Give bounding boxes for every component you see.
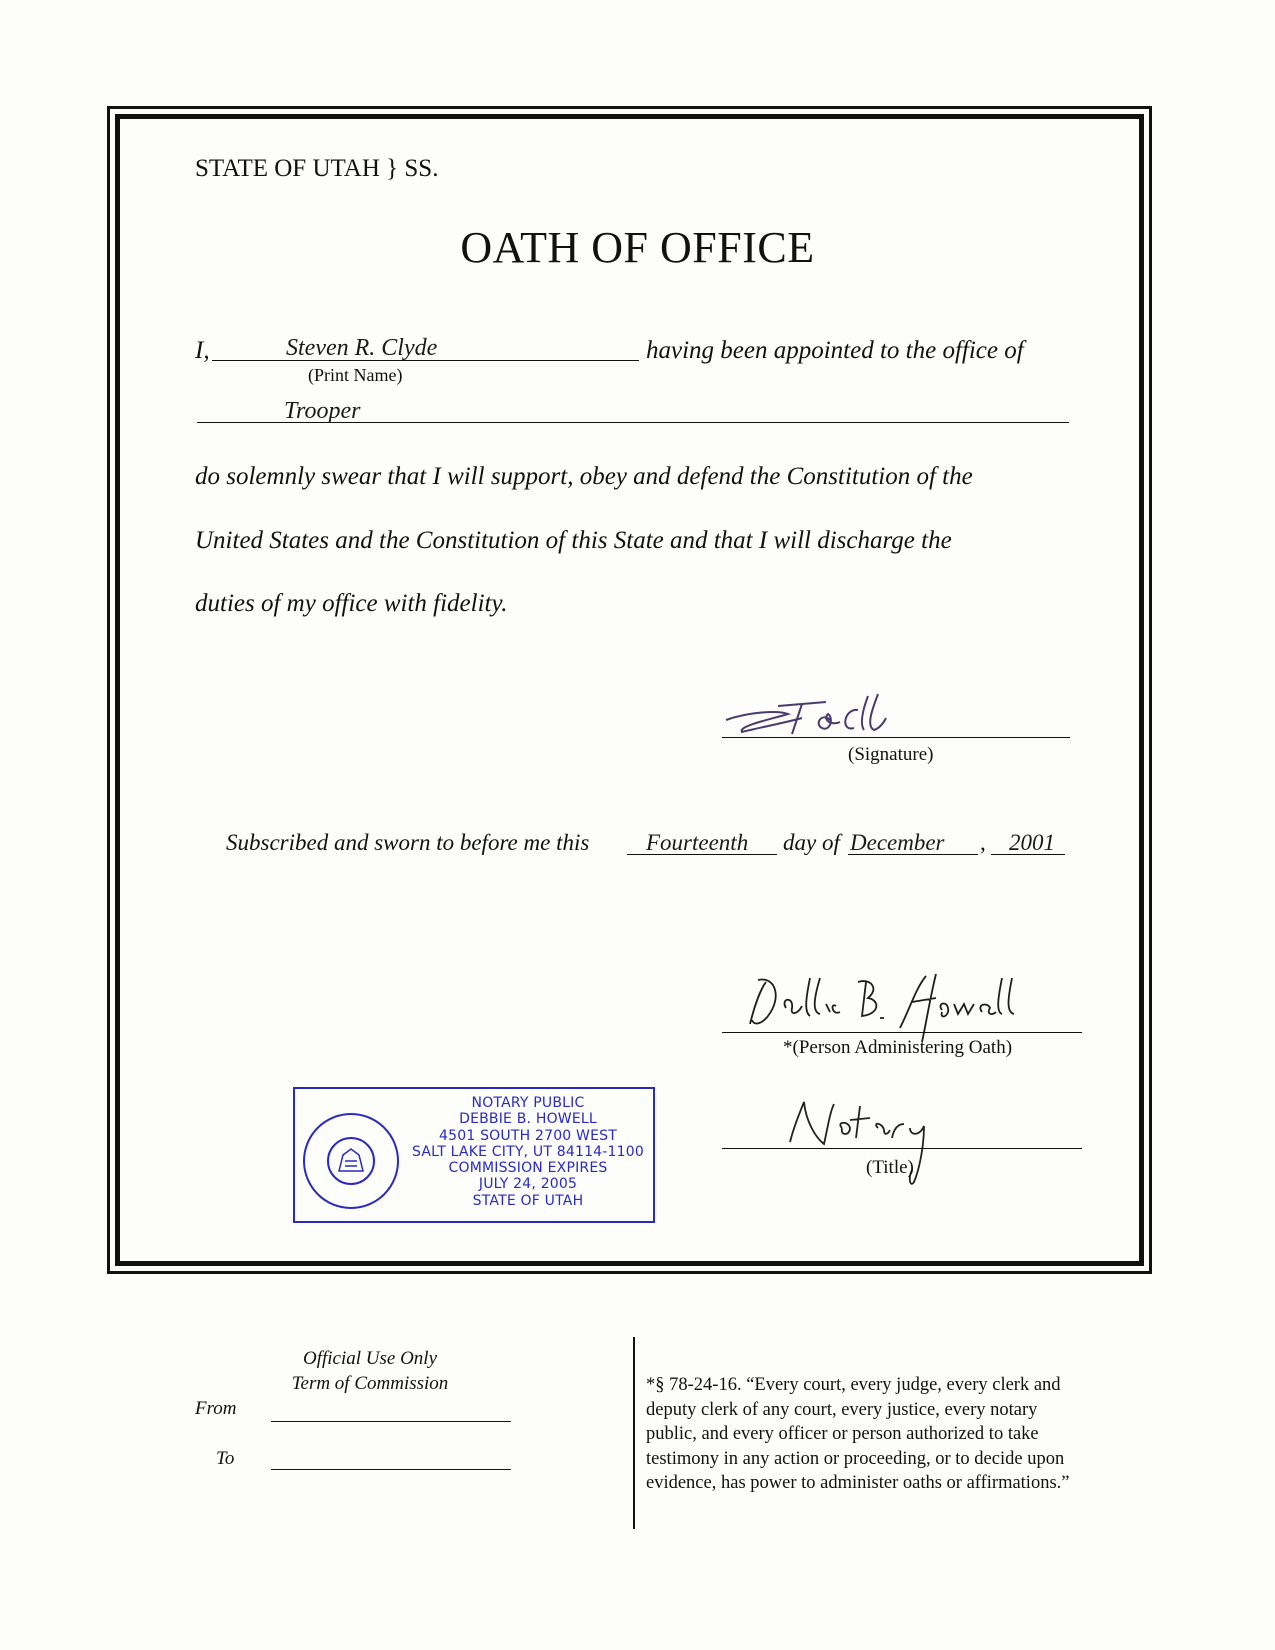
title-handwriting: [780, 1092, 950, 1192]
stamp-line: NOTARY PUBLIC: [471, 1095, 585, 1111]
month-value: December: [850, 830, 945, 855]
stamp-line: DEBBIE B. HOWELL: [459, 1111, 597, 1128]
administrator-underline: [722, 1032, 1082, 1033]
name-value: Steven R. Clyde: [286, 335, 438, 361]
office-value: Trooper: [284, 398, 361, 424]
stamp-line: COMMISSION EXPIRES: [448, 1160, 608, 1177]
notary-stamp: [293, 1087, 655, 1223]
state-venue-line: STATE OF UTAH } SS.: [195, 155, 439, 182]
oath-intro-prefix: I,: [195, 337, 210, 364]
oath-body-line-1: do solemnly swear that I will support, obey and defend the Constitution of the: [195, 463, 973, 490]
administrator-signature: [740, 968, 1040, 1048]
from-label: From: [195, 1398, 237, 1419]
stamp-line: SALT LAKE CITY, UT 84114-1100: [412, 1143, 644, 1160]
stamp-text: [405, 1095, 651, 1209]
to-label: To: [216, 1448, 235, 1469]
sworn-prefix: Subscribed and sworn to before me this: [226, 830, 590, 855]
signature-label: (Signature): [848, 744, 934, 765]
to-underline: [271, 1469, 511, 1470]
oath-body-line-3: duties of my office with fidelity.: [195, 590, 508, 617]
day-of-text: day of: [783, 830, 840, 855]
official-use-heading: Official Use Only: [302, 1348, 438, 1369]
day-value: Fourteenth: [646, 830, 749, 855]
title-label: (Title): [866, 1157, 914, 1178]
signature-underline: [722, 737, 1070, 738]
stamp-line: STATE OF UTAH: [472, 1192, 584, 1209]
title-underline: [722, 1148, 1082, 1149]
statute-line-3: public, and every officer or person authorized to take: [646, 1424, 1039, 1444]
footer-divider: [633, 1337, 635, 1529]
year-value: 2001: [1009, 830, 1055, 855]
oath-taker-signature: [718, 690, 948, 750]
from-underline: [271, 1421, 511, 1422]
oath-body-line-2: United States and the Constitution of this State and that I will discharge the: [195, 527, 952, 554]
statute-line-1: *§ 78-24-16. “Every court, every judge, every clerk and: [646, 1375, 1061, 1395]
document-title: OATH OF OFFICE: [460, 223, 815, 272]
stamp-line: JULY 24, 2005: [478, 1176, 578, 1193]
statute-line-2: deputy clerk of any court, every justice, every notary: [646, 1400, 1038, 1420]
appointed-text: having been appointed to the office of: [646, 337, 1024, 364]
stamp-line: 4501 SOUTH 2700 WEST: [439, 1127, 617, 1144]
term-of-commission-heading: Term of Commission: [291, 1373, 449, 1394]
statute-line-4: testimony in any action or proceeding, or to decide upon: [646, 1449, 1065, 1469]
date-comma: ,: [980, 830, 986, 855]
state-seal-icon: [303, 1113, 399, 1209]
print-name-label: (Print Name): [308, 365, 403, 385]
administrator-label: *(Person Administering Oath): [783, 1037, 1013, 1058]
statute-line-5: evidence, has power to administer oaths or affirmations.”: [646, 1473, 1070, 1493]
